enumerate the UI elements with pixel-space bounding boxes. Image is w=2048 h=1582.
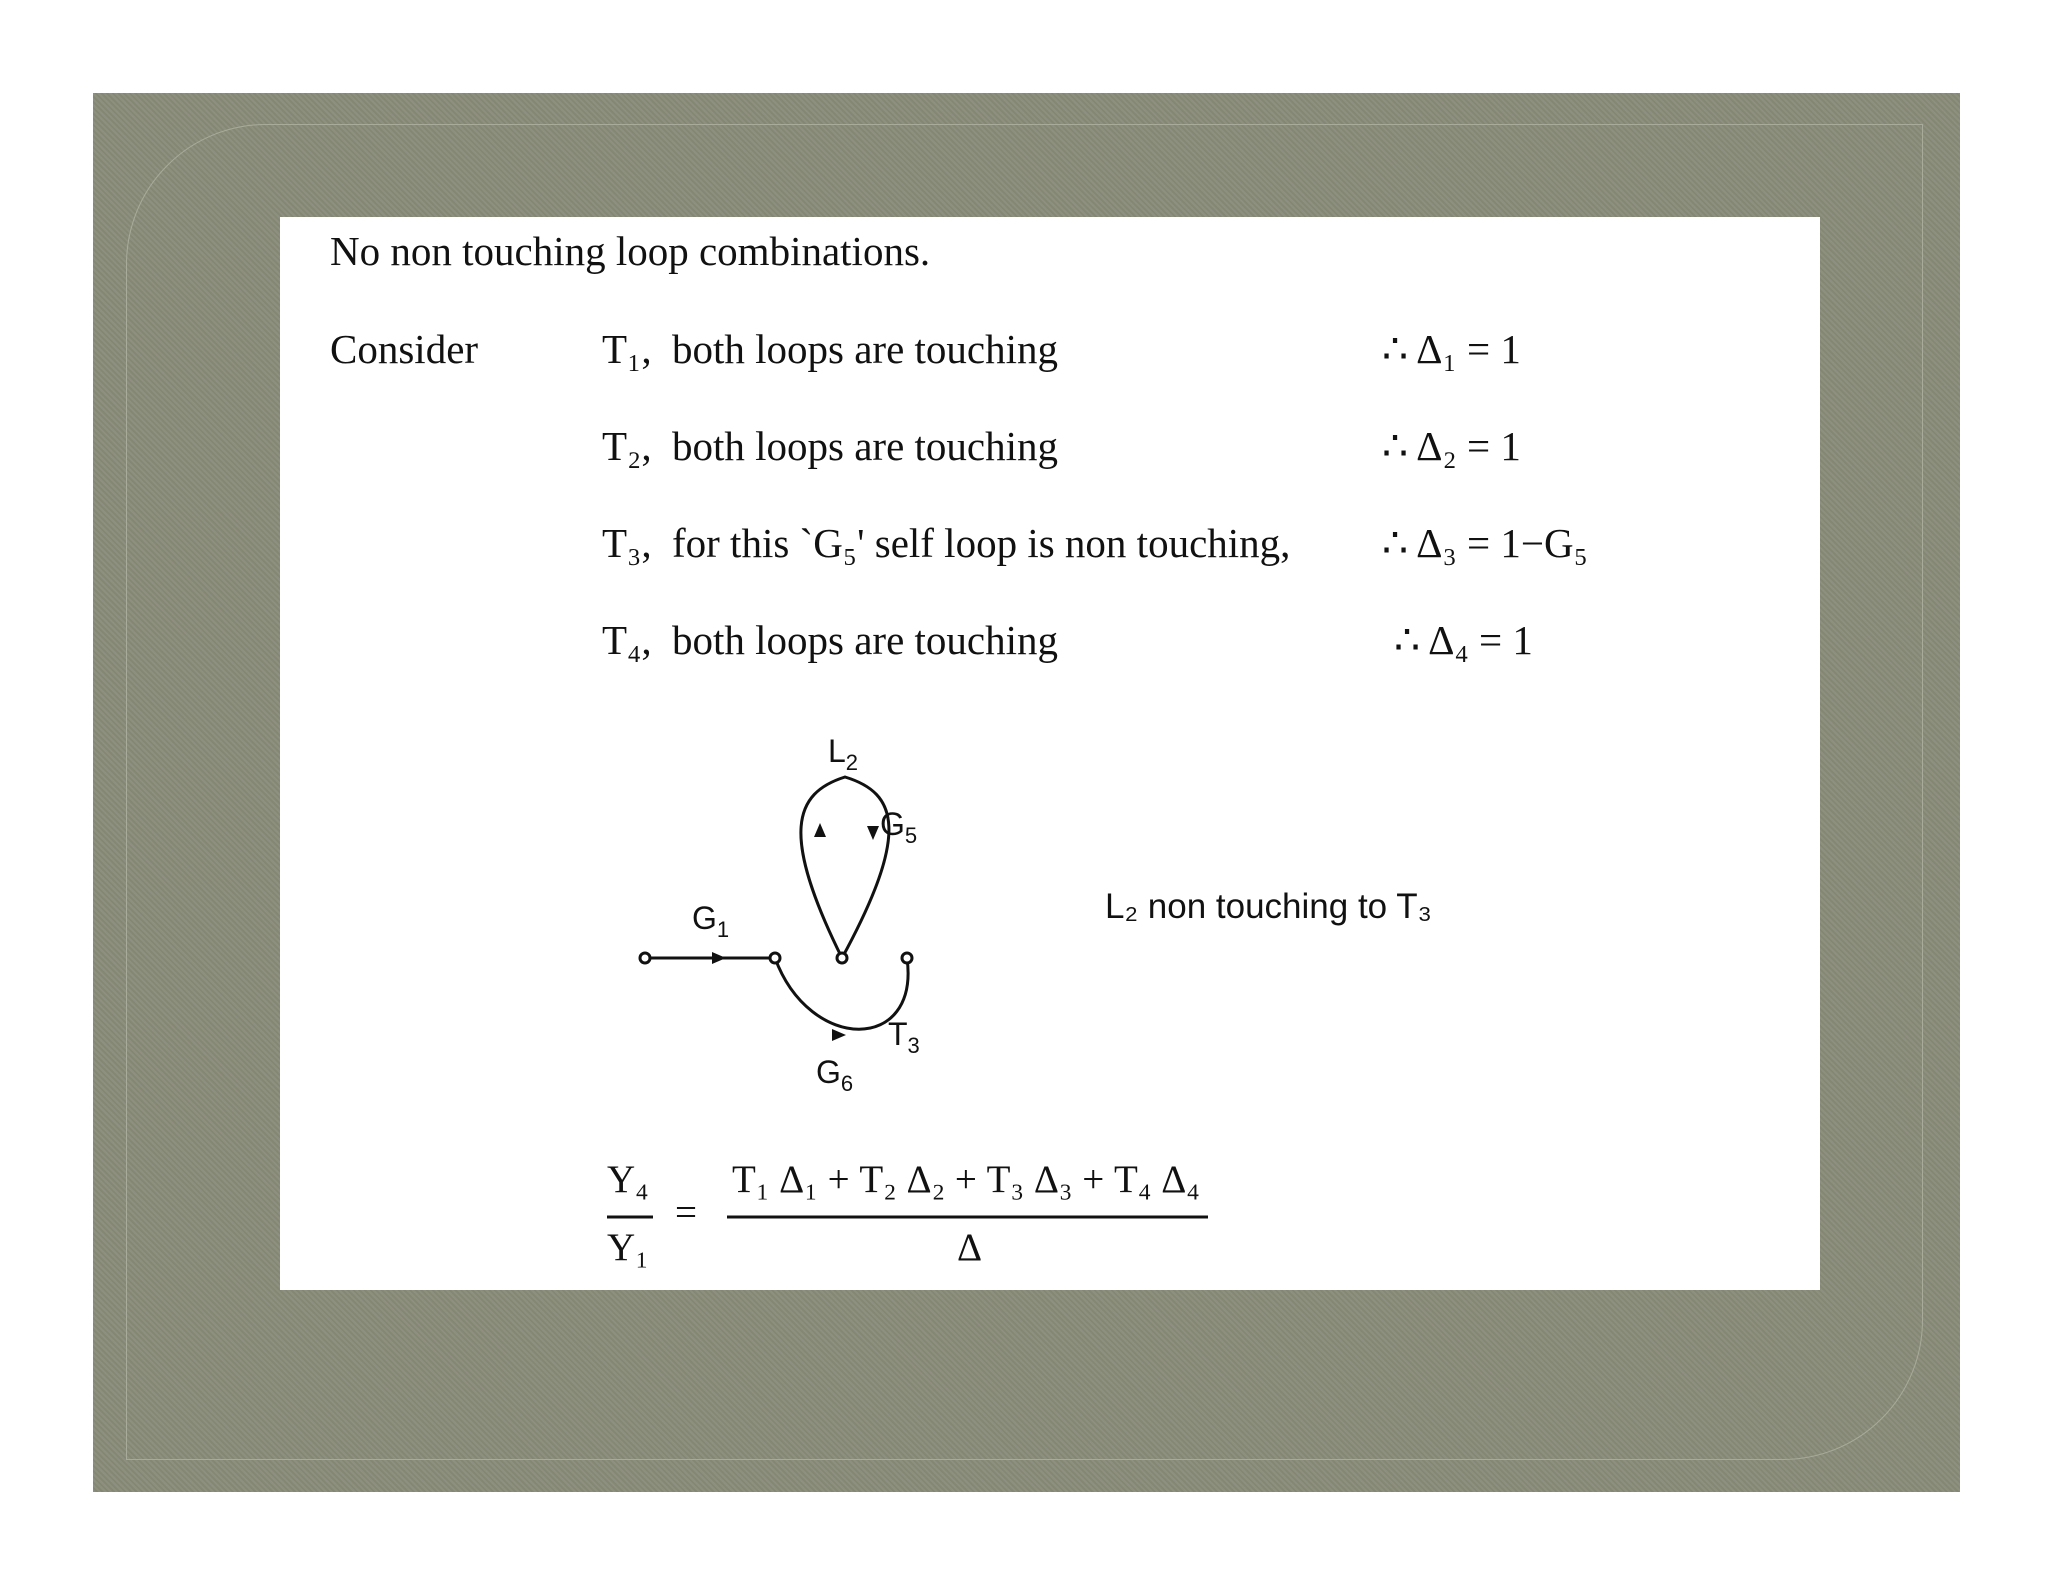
row-1-result: ∴ Δ₁ = 1 bbox=[1382, 326, 1521, 372]
row-3-desc: for this `G₅' self loop is non touching, bbox=[672, 520, 1291, 566]
row-3-path: T₃, bbox=[602, 520, 652, 566]
node-2 bbox=[770, 953, 780, 963]
row-4-result: ∴ Δ₄ = 1 bbox=[1394, 617, 1533, 663]
consider-label: Consider bbox=[330, 326, 479, 372]
g1-label: $G_1$ bbox=[692, 900, 730, 942]
g1-arrow bbox=[712, 952, 726, 964]
t3-label: $T_3$ bbox=[888, 1016, 920, 1058]
g5-label: $G_5$ bbox=[880, 806, 918, 848]
row-1-path: T₁, bbox=[602, 326, 652, 372]
g6-label: $G_6$ bbox=[816, 1054, 854, 1096]
self-loop-l2 bbox=[801, 777, 889, 958]
row-4-path: T₄, bbox=[602, 617, 652, 663]
row-2-desc: both loops are touching bbox=[672, 423, 1059, 469]
node-4 bbox=[902, 953, 912, 963]
row-2-path: T₂, bbox=[602, 423, 652, 469]
diagram-note: L₂ non touching to T₃ bbox=[1105, 887, 1432, 926]
formula-lhs-denominator: Y₁ bbox=[607, 1226, 649, 1269]
node-1 bbox=[640, 953, 650, 963]
formula-rhs-denominator: Δ bbox=[957, 1226, 983, 1269]
formula-lhs-numerator: Y₄ bbox=[607, 1158, 649, 1201]
slide-content bbox=[280, 217, 1820, 1290]
signal-flow-diagram bbox=[280, 217, 1820, 1290]
loop-down-arrow bbox=[867, 826, 879, 840]
t3-arrow bbox=[832, 1029, 846, 1041]
row-4-desc: both loops are touching bbox=[672, 617, 1059, 663]
heading: No non touching loop combinations. bbox=[330, 228, 931, 274]
formula-rhs-numerator: T₁ Δ₁ + T₂ Δ₂ + T₃ Δ₃ + T₄ Δ₄ bbox=[732, 1158, 1200, 1201]
l2-label: $L_2$ bbox=[828, 733, 859, 775]
formula-equals: = bbox=[675, 1191, 697, 1234]
loop-up-arrow bbox=[814, 823, 826, 837]
row-1-desc: both loops are touching bbox=[672, 326, 1059, 372]
row-2-result: ∴ Δ₂ = 1 bbox=[1382, 423, 1521, 469]
row-3-result: ∴ Δ₃ = 1−G₅ bbox=[1382, 520, 1588, 566]
node-3 bbox=[837, 953, 847, 963]
